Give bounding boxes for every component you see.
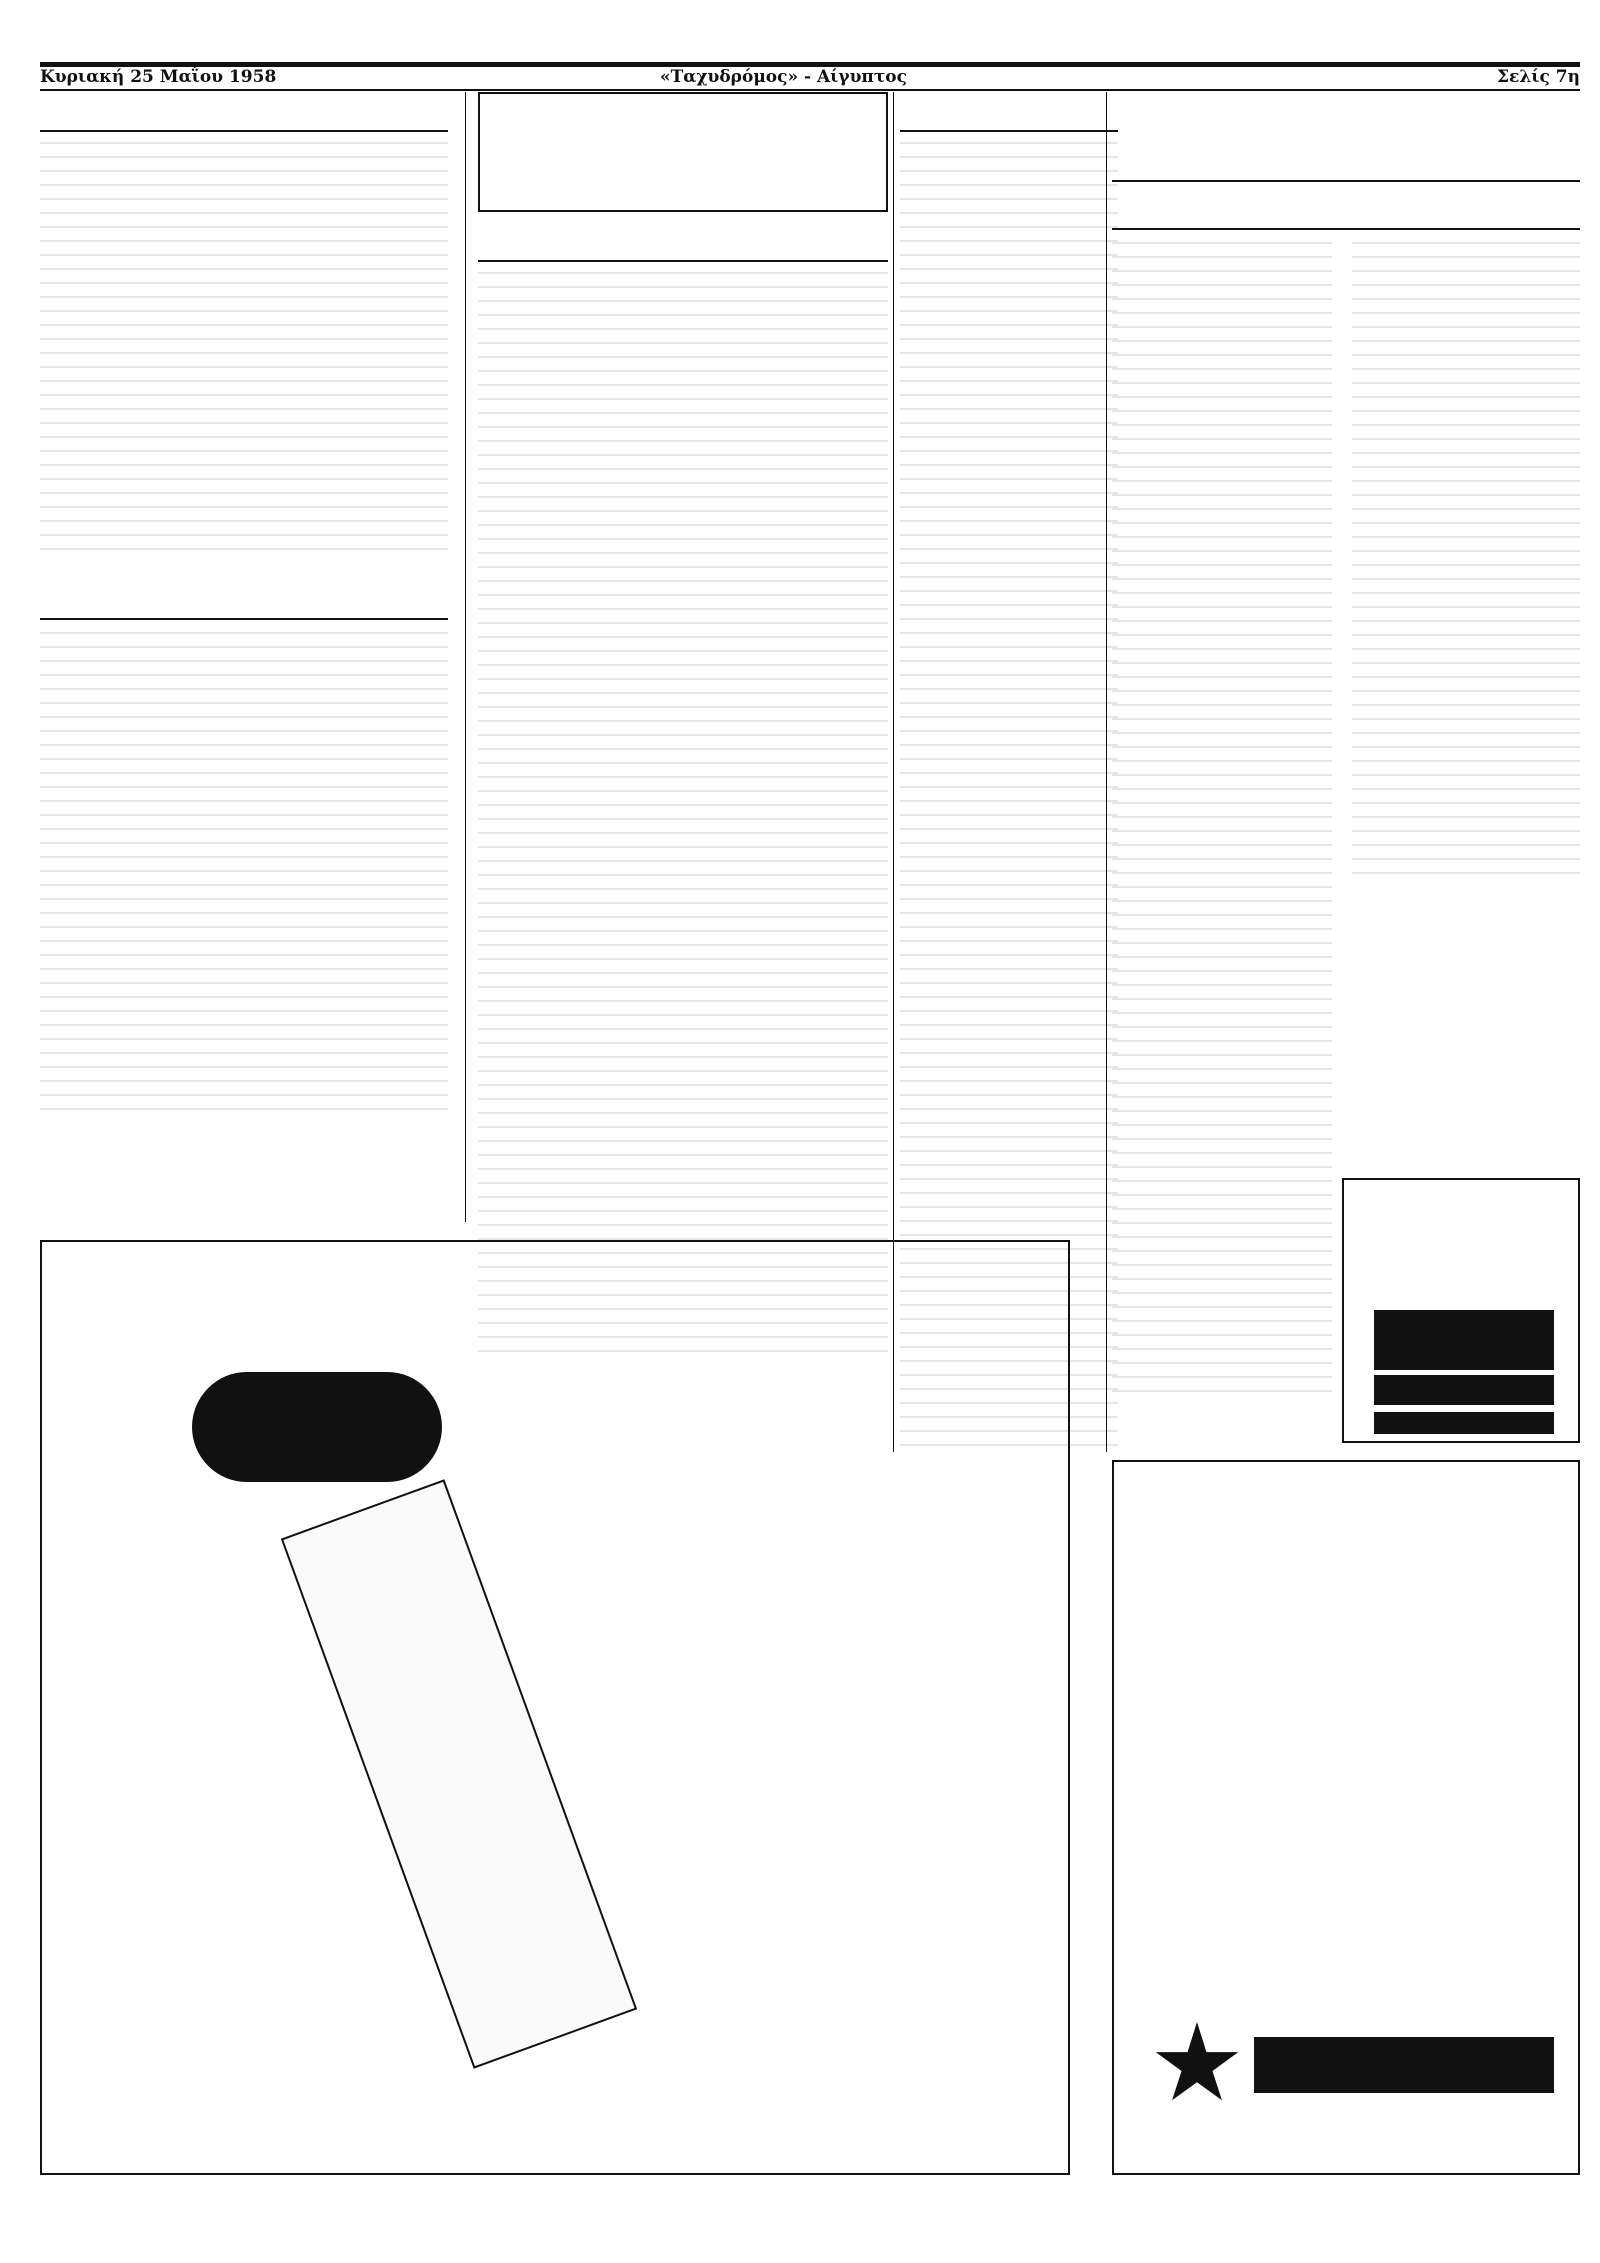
column-d-article-right — [1352, 242, 1580, 882]
page-masthead — [40, 62, 1580, 91]
masthead-paper-title: «Ταχυδρόμος» - Αίγυπτος — [660, 67, 907, 87]
roof-phone-bar — [1374, 1412, 1554, 1434]
column-divider — [465, 92, 466, 1222]
toothpaste-tube-illustration — [281, 1479, 637, 2068]
column-a-headline — [40, 92, 448, 132]
column-a-headline-2 — [40, 580, 448, 620]
masthead-date: Κυριακή 25 Μαΐου 1958 — [40, 67, 277, 87]
column-b-headline — [478, 222, 888, 262]
stella-logo — [1254, 2037, 1554, 2093]
roof-logo — [1374, 1310, 1554, 1370]
column-a-article-1 — [40, 142, 448, 562]
gibbs-sr-advertisement — [40, 1240, 1070, 2175]
column-a-article-2 — [40, 632, 448, 1112]
column-c-headline — [900, 92, 1118, 132]
guezireh-palace-logo — [1374, 1375, 1554, 1405]
athletic-section-header — [478, 92, 888, 212]
column-divider — [1106, 92, 1107, 1452]
column-d-article-left — [1112, 242, 1332, 1392]
roof-guezireh-advertisement — [1342, 1178, 1580, 1443]
stella-beer-advertisement — [1112, 1460, 1580, 2175]
stella-star-icon — [1154, 2022, 1240, 2108]
column-b-article — [478, 272, 888, 1362]
cartoon-strip — [1112, 92, 1580, 182]
gibbs-sr-logo — [192, 1372, 442, 1482]
column-d-headline — [1112, 190, 1580, 230]
masthead-page-number: Σελίς 7η — [1497, 67, 1580, 87]
